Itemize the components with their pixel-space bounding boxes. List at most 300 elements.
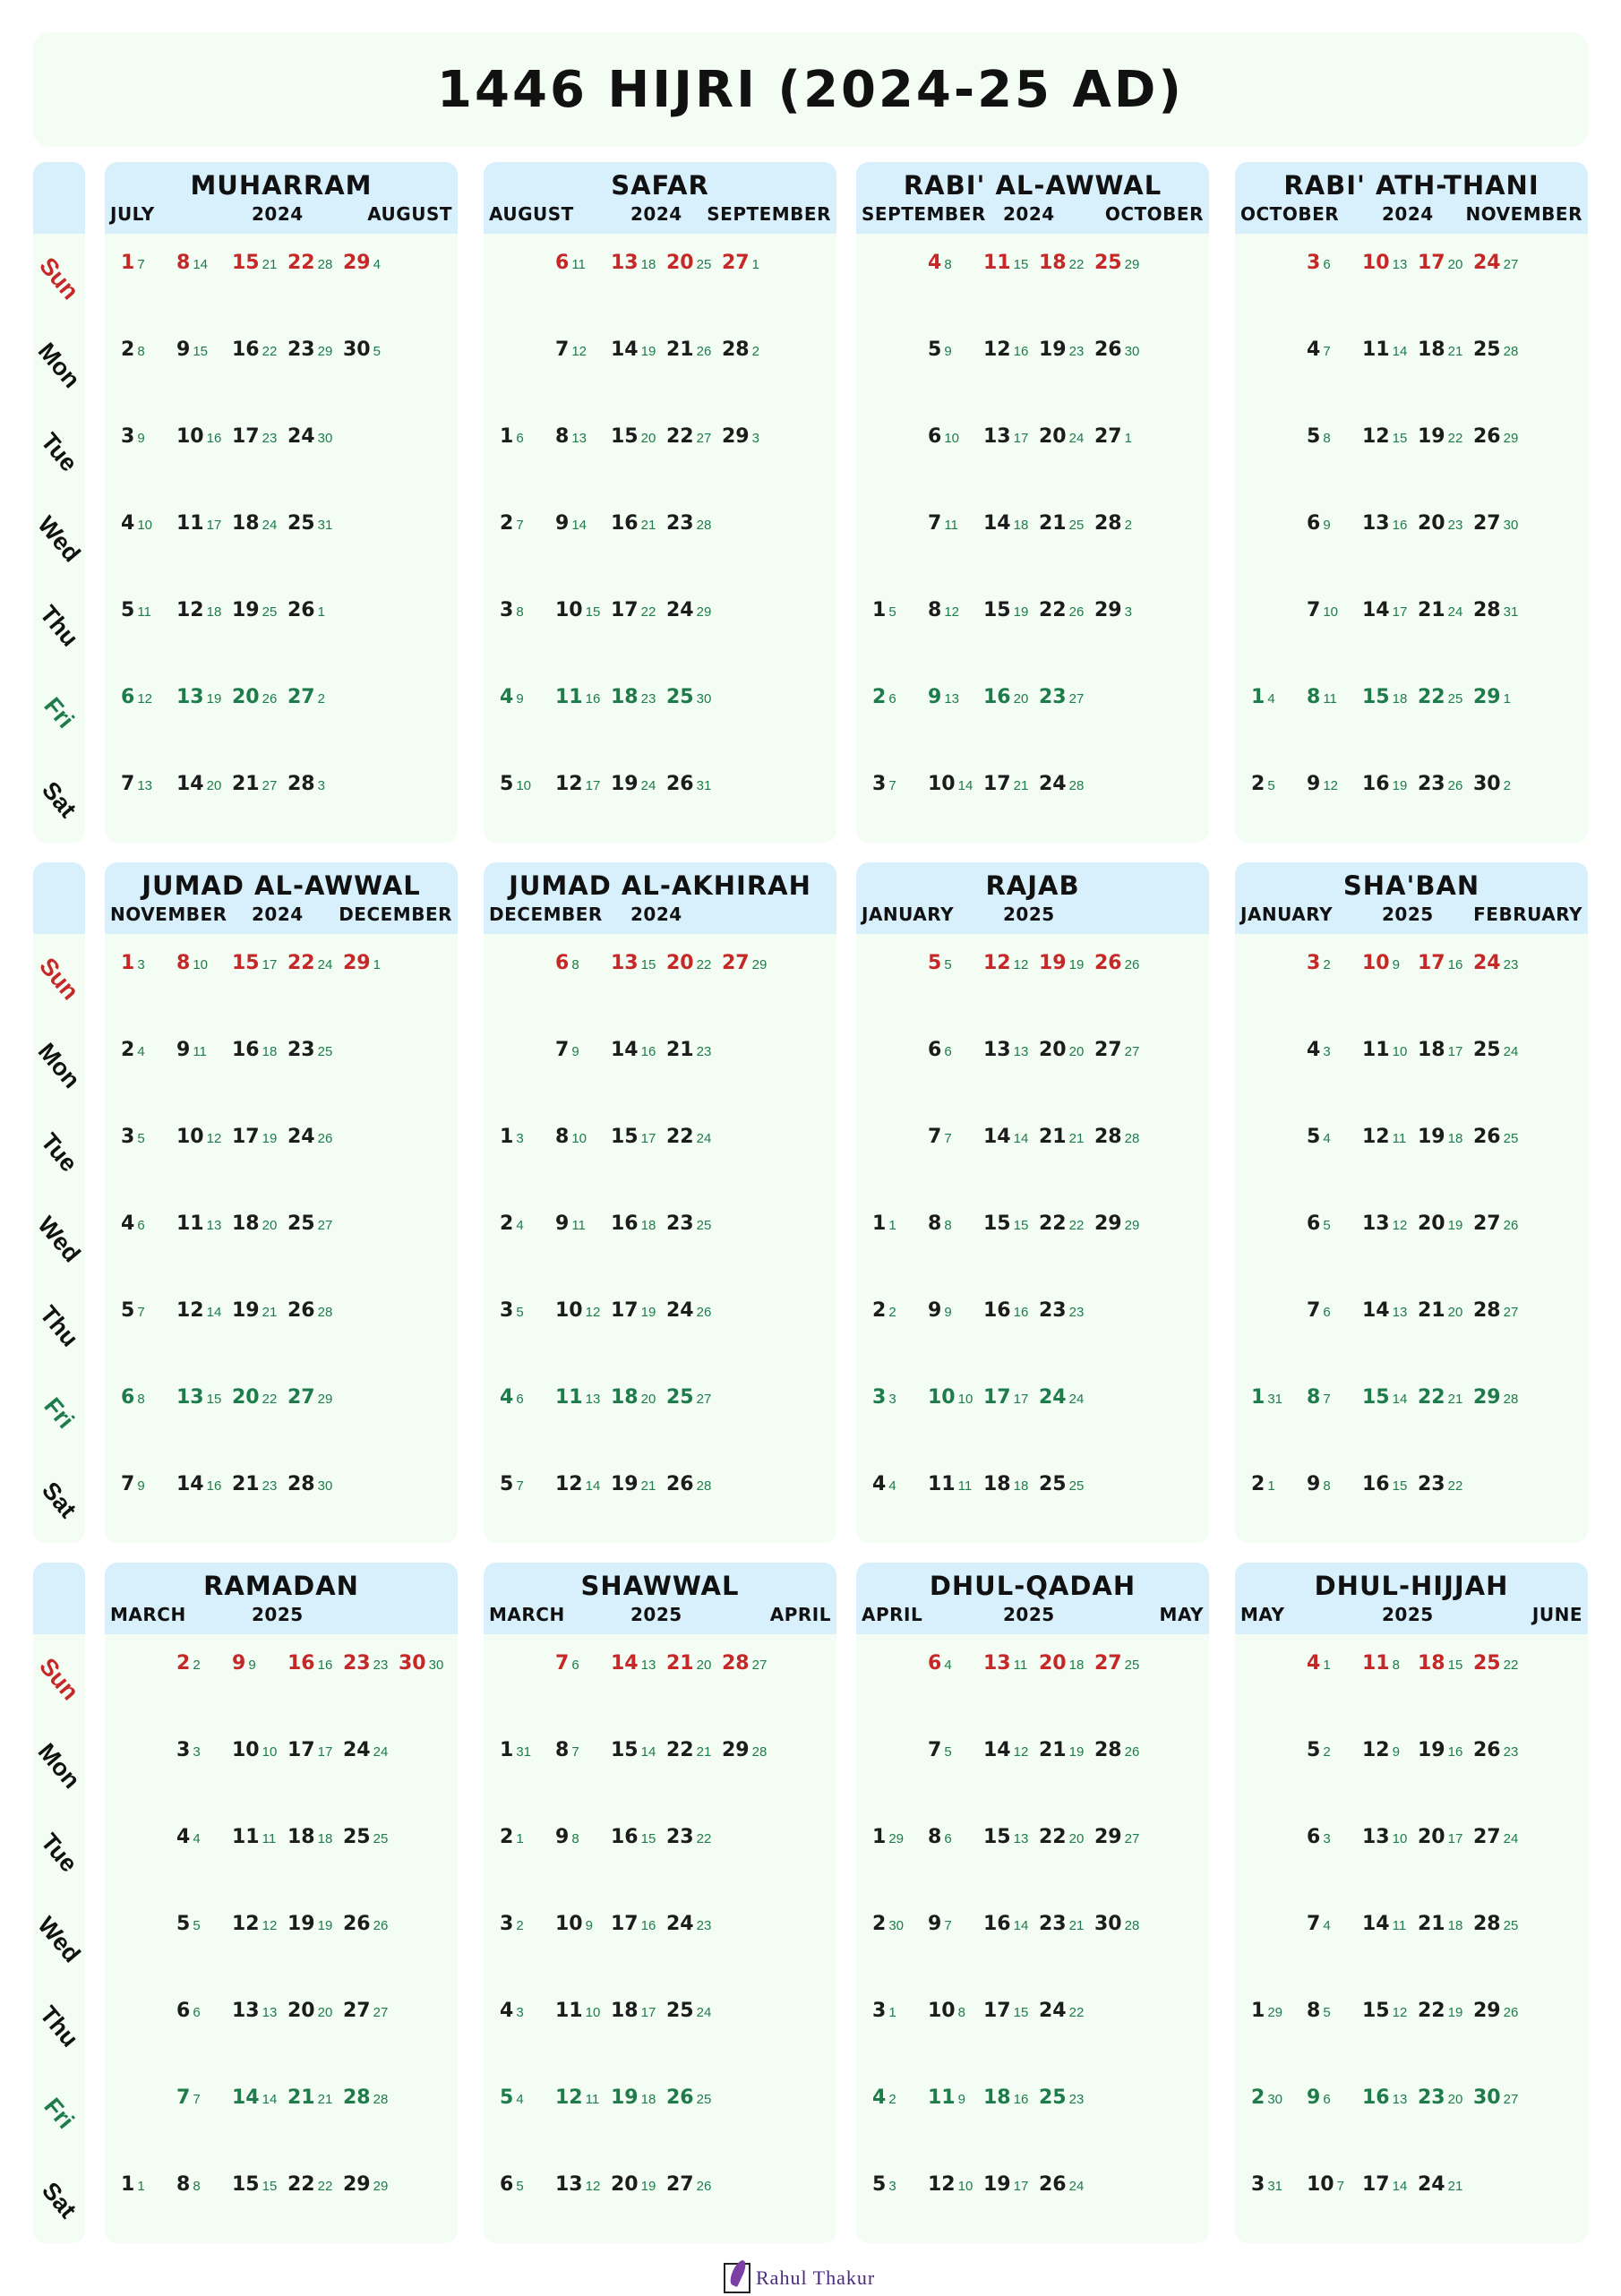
- hijri-date: 21: [232, 1473, 260, 1495]
- gregorian-date: 27: [1503, 2092, 1519, 2107]
- month-header: [105, 1563, 458, 1634]
- hijri-date: 11: [928, 1473, 956, 1495]
- gregorian-date: 16: [317, 1658, 333, 1673]
- day-cell: [1094, 425, 1150, 461]
- hijri-date: 9: [928, 1913, 942, 1935]
- hijri-date: 28: [343, 2086, 371, 2109]
- hijri-date: 1: [1251, 686, 1265, 708]
- hijri-date: 2: [872, 1299, 887, 1322]
- day-cell: [928, 425, 983, 461]
- hijri-date: 19: [1418, 425, 1445, 448]
- hijri-date: 24: [287, 1126, 315, 1148]
- gregorian-date: 16: [585, 691, 601, 707]
- hijri-date: 19: [611, 1473, 639, 1495]
- month-name: SHA'BAN: [1342, 870, 1480, 901]
- day-cell: [611, 1913, 666, 1949]
- gregorian-date: 24: [1503, 1044, 1519, 1059]
- hijri-date: 13: [176, 1386, 204, 1409]
- hijri-date: 17: [611, 1913, 639, 1935]
- gregorian-date: 2: [1323, 1744, 1331, 1760]
- day-cell: [500, 1212, 555, 1248]
- hijri-date: 10: [928, 1386, 956, 1409]
- gregorian-date: 23: [1503, 1744, 1519, 1760]
- hijri-date: 2: [500, 512, 514, 535]
- month-name: DHUL-HIJJAH: [1314, 1571, 1509, 1601]
- day-label-column: [33, 1563, 85, 2243]
- gregorian-date: 8: [137, 344, 145, 359]
- gregorian-date: 27: [1503, 1305, 1519, 1320]
- gregorian-date: 26: [317, 1131, 333, 1146]
- gregorian-date: 25: [1124, 1658, 1140, 1673]
- day-cell: [666, 599, 722, 635]
- hijri-date: 19: [1418, 1126, 1445, 1148]
- gregorian-date: 22: [696, 957, 712, 972]
- hijri-date: 10: [555, 1299, 583, 1322]
- day-cell: [176, 1913, 232, 1949]
- gregorian-month-right: FEBRUARY: [1473, 904, 1582, 925]
- hijri-date: 17: [1362, 2173, 1390, 2196]
- gregorian-date: 27: [751, 1658, 768, 1673]
- hijri-date: 30: [1473, 2086, 1501, 2109]
- day-cell: [287, 1739, 343, 1775]
- gregorian-date: 23: [696, 1044, 712, 1059]
- day-cell: [1418, 425, 1473, 461]
- hijri-date: 11: [176, 1212, 204, 1235]
- hijri-date: 14: [983, 1739, 1011, 1761]
- day-cell: [611, 773, 666, 809]
- day-cell: [343, 952, 399, 988]
- hijri-date: 5: [121, 599, 135, 621]
- day-cell: [1362, 1299, 1418, 1335]
- hijri-date: 18: [983, 1473, 1011, 1495]
- hijri-date: 21: [1039, 1739, 1067, 1761]
- gregorian-date: 9: [944, 1305, 952, 1320]
- gregorian-date: 13: [640, 1658, 656, 1673]
- gregorian-date: 12: [1013, 957, 1029, 972]
- hijri-date: 17: [983, 773, 1011, 795]
- hijri-date: 18: [611, 686, 639, 708]
- gregorian-month-right: AUGUST: [367, 203, 452, 225]
- hijri-date: 8: [555, 1739, 570, 1761]
- gregorian-date: 1: [373, 957, 381, 972]
- gregorian-date: 28: [1124, 1131, 1140, 1146]
- gregorian-date: 3: [317, 778, 325, 793]
- day-label-wed: Wed: [32, 510, 87, 567]
- gregorian-date: 26: [1124, 1744, 1140, 1760]
- gregorian-date: 23: [1068, 344, 1085, 359]
- gregorian-date: 30: [317, 1478, 333, 1494]
- hijri-date: 28: [1094, 1739, 1122, 1761]
- gregorian-date: 16: [1013, 344, 1029, 359]
- gregorian-date: 10: [193, 957, 208, 972]
- gregorian-date: 24: [696, 1131, 712, 1146]
- gregorian-month-right: NOVEMBER: [1465, 203, 1582, 225]
- hijri-date: 28: [1473, 1913, 1501, 1935]
- gregorian-date: 11: [193, 1044, 207, 1059]
- day-cell: [983, 1212, 1039, 1248]
- gregorian-date: 19: [1447, 2005, 1463, 2020]
- gregorian-date: 24: [1503, 1831, 1519, 1846]
- gregorian-date: 4: [516, 2092, 524, 2107]
- month-header: [856, 862, 1209, 934]
- gregorian-date: 22: [696, 1831, 712, 1846]
- gregorian-date: 3: [137, 957, 145, 972]
- day-cell: [1039, 1039, 1094, 1075]
- gregorian-date: 4: [193, 1831, 201, 1846]
- day-cell: [1473, 252, 1529, 287]
- day-cell: [666, 2173, 722, 2209]
- day-cell: [872, 1212, 928, 1248]
- hijri-date: 5: [928, 338, 942, 361]
- gregorian-date: 21: [317, 2092, 333, 2107]
- gregorian-date: 31: [1503, 604, 1519, 620]
- gregorian-date: 27: [1068, 691, 1085, 707]
- gregorian-date: 10: [1392, 1044, 1408, 1059]
- hijri-date: 12: [1362, 1739, 1390, 1761]
- day-cell: [1039, 425, 1094, 461]
- hijri-date: 20: [1039, 1039, 1067, 1061]
- day-cell: [928, 252, 983, 287]
- hijri-date: 8: [1307, 1386, 1321, 1409]
- hijri-date: 9: [232, 1652, 246, 1675]
- hijri-date: 7: [928, 1739, 942, 1761]
- gregorian-date: 12: [1392, 1218, 1408, 1233]
- day-cell: [1362, 1212, 1418, 1248]
- hijri-date: 26: [1039, 2173, 1067, 2196]
- day-cell: [928, 512, 983, 548]
- hijri-date: 26: [666, 2086, 694, 2109]
- gregorian-date: 6: [944, 1831, 952, 1846]
- day-label-sat: Sat: [37, 1476, 82, 1523]
- day-cell: [176, 1473, 232, 1509]
- gregorian-date: 14: [571, 518, 587, 533]
- gregorian-date: 18: [1447, 1918, 1463, 1933]
- hijri-date: 12: [555, 2086, 583, 2109]
- gregorian-date: 7: [137, 1305, 145, 1320]
- gregorian-date: 26: [696, 344, 712, 359]
- hijri-date: 11: [555, 2000, 583, 2022]
- day-cell: [928, 1299, 983, 1335]
- day-cell: [1307, 1039, 1362, 1075]
- gregorian-date: 28: [1503, 1392, 1519, 1407]
- day-cell: [1094, 252, 1150, 287]
- hijri-date: 29: [1094, 599, 1122, 621]
- hijri-date: 6: [176, 2000, 191, 2022]
- gregorian-date: 18: [640, 257, 656, 272]
- gregorian-date: 29: [696, 604, 712, 620]
- hijri-date: 22: [1039, 599, 1067, 621]
- gregorian-date: 12: [585, 2179, 601, 2194]
- day-cell: [928, 773, 983, 809]
- hijri-date: 25: [666, 686, 694, 708]
- gregorian-month-right: SEPTEMBER: [707, 203, 831, 225]
- gregorian-date: 20: [1447, 1305, 1463, 1320]
- gregorian-date: 9: [1392, 957, 1400, 972]
- day-label-sat: Sat: [37, 775, 82, 823]
- day-cell: [928, 1826, 983, 1862]
- hijri-date: 5: [928, 952, 942, 974]
- gregorian-date: 22: [317, 2179, 333, 2194]
- day-cell: [1473, 1826, 1529, 1862]
- gregorian-date: 20: [262, 1218, 278, 1233]
- day-cell: [232, 512, 287, 548]
- hijri-date: 27: [343, 2000, 371, 2022]
- day-cell: [555, 686, 611, 722]
- day-cell: [928, 599, 983, 635]
- month-name: RAMADAN: [203, 1571, 359, 1601]
- hijri-date: 5: [1307, 1739, 1321, 1761]
- gregorian-date: 3: [1323, 1044, 1331, 1059]
- day-cell: [1473, 1126, 1529, 1161]
- day-cell: [232, 2000, 287, 2035]
- hijri-date: 14: [232, 2086, 260, 2109]
- hijri-date: 24: [287, 425, 315, 448]
- hijri-date: 25: [1094, 252, 1122, 274]
- gregorian-date: 5: [944, 1744, 952, 1760]
- day-cell: [1362, 1039, 1418, 1075]
- gregorian-date: 1: [516, 1831, 524, 1846]
- day-cell: [555, 2000, 611, 2035]
- hijri-date: 27: [1473, 1212, 1501, 1235]
- gregorian-date: 25: [696, 1218, 712, 1233]
- day-cell: [232, 252, 287, 287]
- gregorian-date: 10: [957, 1392, 973, 1407]
- hijri-date: 9: [928, 1299, 942, 1322]
- day-cell: [343, 2000, 399, 2035]
- gregorian-date: 15: [1013, 2005, 1029, 2020]
- day-cell: [232, 1739, 287, 1775]
- gregorian-year: 2025: [1382, 1604, 1434, 1625]
- day-cell: [983, 425, 1039, 461]
- gregorian-date: 31: [1267, 2179, 1282, 2194]
- day-cell: [500, 1739, 555, 1775]
- hijri-date: 16: [983, 1913, 1011, 1935]
- day-label-mon: Mon: [33, 337, 86, 393]
- day-cell: [121, 338, 176, 374]
- hijri-date: 26: [1473, 425, 1501, 448]
- hijri-date: 4: [1307, 338, 1321, 361]
- hijri-date: 16: [287, 1652, 315, 1675]
- hijri-date: 28: [287, 1473, 315, 1495]
- gregorian-date: 16: [640, 1044, 656, 1059]
- day-cell: [1418, 1473, 1473, 1509]
- gregorian-date: 21: [640, 1478, 656, 1494]
- hijri-date: 8: [176, 952, 191, 974]
- day-cell: [722, 1739, 777, 1775]
- hijri-date: 9: [1307, 2086, 1321, 2109]
- hijri-date: 15: [232, 252, 260, 274]
- gregorian-date: 4: [1267, 691, 1275, 707]
- feather-logo-icon: [724, 2263, 750, 2293]
- day-cell: [1418, 512, 1473, 548]
- gregorian-date: 17: [585, 778, 601, 793]
- hijri-date: 21: [1039, 1126, 1067, 1148]
- gregorian-date: 21: [1068, 1131, 1085, 1146]
- hijri-date: 25: [1473, 1039, 1501, 1061]
- hijri-date: 19: [232, 1299, 260, 1322]
- gregorian-date: 15: [1013, 257, 1029, 272]
- day-cell: [666, 1039, 722, 1075]
- gregorian-date: 3: [888, 2179, 896, 2194]
- day-cell: [611, 599, 666, 635]
- gregorian-date: 24: [1068, 2179, 1085, 2194]
- hijri-date: 26: [1094, 338, 1122, 361]
- gregorian-date: 29: [888, 1831, 904, 1846]
- gregorian-date: 22: [1447, 431, 1463, 446]
- hijri-date: 21: [1418, 1299, 1445, 1322]
- hijri-date: 14: [1362, 599, 1390, 621]
- hijri-date: 28: [1473, 1299, 1501, 1322]
- day-cell: [1307, 686, 1362, 722]
- day-cell: [1307, 1826, 1362, 1862]
- hijri-date: 29: [1094, 1212, 1122, 1235]
- hijri-date: 16: [232, 1039, 260, 1061]
- gregorian-year: 2024: [630, 203, 682, 225]
- hijri-date: 16: [232, 338, 260, 361]
- day-cell: [176, 2173, 232, 2209]
- gregorian-date: 29: [317, 1392, 333, 1407]
- day-cell: [1473, 1039, 1529, 1075]
- hijri-date: 11: [1362, 1039, 1390, 1061]
- day-label-thu: Thu: [34, 600, 84, 652]
- day-cell: [176, 773, 232, 809]
- day-cell: [666, 1299, 722, 1335]
- hijri-date: 8: [176, 252, 191, 274]
- gregorian-date: 25: [1503, 1131, 1519, 1146]
- day-cell: [1473, 425, 1529, 461]
- gregorian-date: 1: [888, 2005, 896, 2020]
- gregorian-date: 16: [1447, 1744, 1463, 1760]
- gregorian-date: 29: [1124, 1218, 1140, 1233]
- hijri-date: 1: [1251, 2000, 1265, 2022]
- hijri-date: 14: [983, 1126, 1011, 1148]
- gregorian-date: 17: [206, 518, 222, 533]
- hijri-date: 15: [983, 1826, 1011, 1848]
- hijri-date: 10: [1362, 252, 1390, 274]
- hijri-date: 11: [555, 686, 583, 708]
- hijri-date: 3: [121, 425, 135, 448]
- hijri-date: 8: [555, 1126, 570, 1148]
- day-cell: [983, 952, 1039, 988]
- hijri-date: 3: [500, 1913, 514, 1935]
- gregorian-date: 19: [1068, 1744, 1085, 1760]
- day-cell: [232, 952, 287, 988]
- hijri-date: 5: [176, 1913, 191, 1935]
- day-cell: [611, 425, 666, 461]
- gregorian-date: 9: [137, 431, 145, 446]
- gregorian-date: 1: [317, 604, 325, 620]
- gregorian-month-left: DECEMBER: [489, 904, 603, 925]
- hijri-date: 14: [611, 338, 639, 361]
- gregorian-date: 9: [516, 691, 524, 707]
- gregorian-date: 15: [1392, 431, 1408, 446]
- gregorian-date: 29: [1124, 257, 1140, 272]
- day-cell: [1418, 1913, 1473, 1949]
- gregorian-date: 20: [1068, 1831, 1085, 1846]
- day-cell: [1362, 2086, 1418, 2122]
- hijri-date: 2: [1251, 773, 1265, 795]
- hijri-date: 17: [983, 2000, 1011, 2022]
- hijri-date: 12: [983, 338, 1011, 361]
- hijri-date: 13: [555, 2173, 583, 2196]
- gregorian-month-left: JANUARY: [1240, 904, 1334, 925]
- gregorian-date: 29: [1503, 431, 1519, 446]
- day-label-sat: Sat: [37, 2176, 82, 2223]
- day-cell: [872, 686, 928, 722]
- gregorian-date: 26: [1503, 1218, 1519, 1233]
- day-cell: [1094, 338, 1150, 374]
- hijri-date: 5: [1307, 425, 1321, 448]
- day-cell: [1307, 252, 1362, 287]
- hijri-date: 23: [1418, 1473, 1445, 1495]
- hijri-date: 14: [611, 1039, 639, 1061]
- gregorian-date: 23: [262, 1478, 278, 1494]
- gregorian-date: 17: [1013, 1392, 1029, 1407]
- day-cell: [983, 2173, 1039, 2209]
- gregorian-date: 16: [1013, 1305, 1029, 1320]
- gregorian-date: 30: [1503, 518, 1519, 533]
- gregorian-date: 7: [1336, 2179, 1344, 2194]
- hijri-date: 15: [983, 599, 1011, 621]
- hijri-date: 19: [1039, 952, 1067, 974]
- month-header: [484, 862, 836, 934]
- gregorian-date: 7: [571, 1744, 579, 1760]
- day-cell: [1039, 2173, 1094, 2209]
- gregorian-date: 11: [1392, 1131, 1407, 1146]
- gregorian-date: 23: [1068, 1305, 1085, 1320]
- day-cell: [666, 1652, 722, 1688]
- day-cell: [1362, 773, 1418, 809]
- gregorian-date: 21: [1447, 1392, 1463, 1407]
- hijri-date: 26: [1473, 1739, 1501, 1761]
- gregorian-year: 2024: [252, 904, 304, 925]
- gregorian-date: 1: [1267, 1478, 1275, 1494]
- day-cell: [928, 1913, 983, 1949]
- hijri-date: 20: [1418, 1212, 1445, 1235]
- day-cell: [928, 686, 983, 722]
- day-cell: [666, 2000, 722, 2035]
- hijri-date: 19: [983, 2173, 1011, 2196]
- hijri-date: 19: [287, 1913, 315, 1935]
- gregorian-date: 30: [1267, 2092, 1282, 2107]
- day-cell: [1039, 1126, 1094, 1161]
- gregorian-date: 19: [317, 1918, 333, 1933]
- hijri-date: 19: [1039, 338, 1067, 361]
- hijri-date: 2: [1251, 1473, 1265, 1495]
- day-cell: [1362, 1739, 1418, 1775]
- day-cell: [1473, 1739, 1529, 1775]
- hijri-date: 20: [287, 2000, 315, 2022]
- day-cell: [1473, 952, 1529, 988]
- gregorian-date: 1: [751, 257, 759, 272]
- brand-name: Rahul Thakur: [756, 2266, 876, 2289]
- day-cell: [1307, 2000, 1362, 2035]
- day-cell: [176, 1652, 232, 1688]
- day-cell: [1473, 773, 1529, 809]
- hijri-date: 3: [1307, 952, 1321, 974]
- day-cell: [611, 512, 666, 548]
- day-cell: [1362, 1126, 1418, 1161]
- gregorian-date: 29: [373, 2179, 389, 2194]
- hijri-date: 4: [176, 1826, 191, 1848]
- gregorian-date: 5: [1267, 778, 1275, 793]
- gregorian-date: 5: [1323, 2005, 1331, 2020]
- hijri-date: 20: [666, 952, 694, 974]
- gregorian-date: 6: [137, 1218, 145, 1233]
- day-cell: [983, 1039, 1039, 1075]
- day-cell: [500, 599, 555, 635]
- day-cell: [121, 686, 176, 722]
